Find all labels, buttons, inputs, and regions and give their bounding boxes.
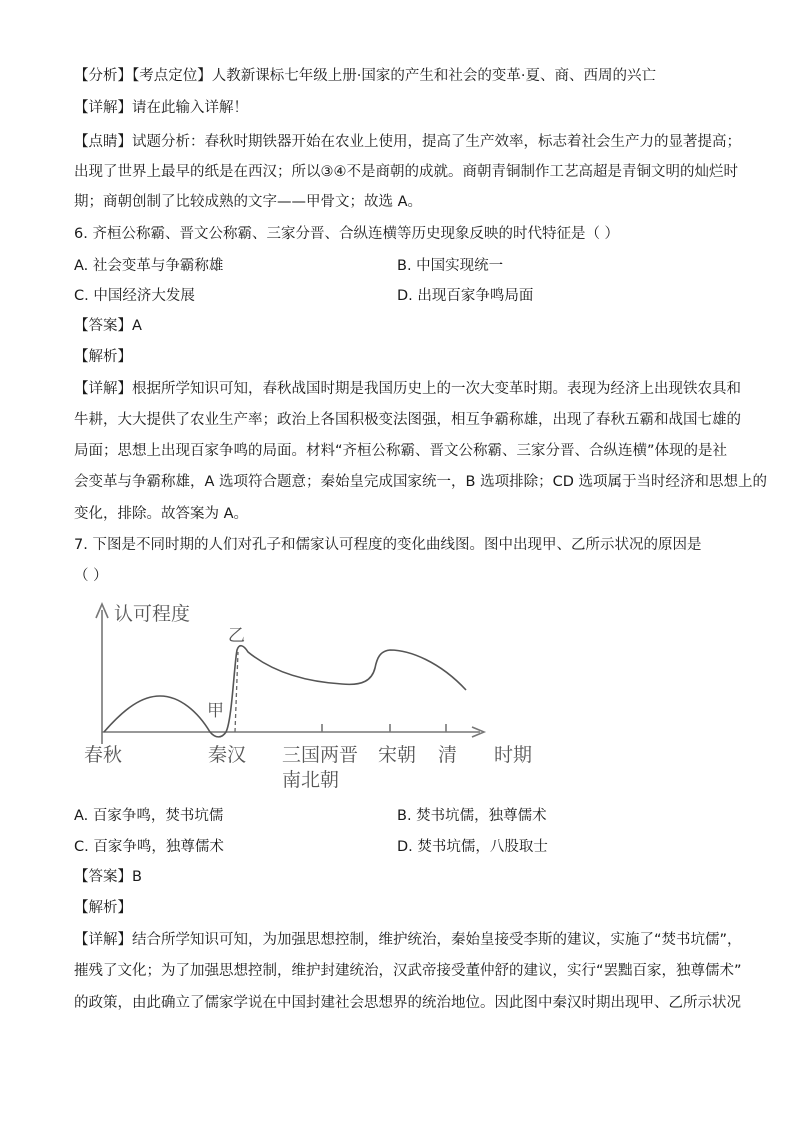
q6-answer: 【答案】A bbox=[74, 318, 142, 334]
x-tick-qinhan: 秦汉 bbox=[208, 744, 247, 766]
q6-option-c: C. 中国经济大发展 bbox=[74, 288, 195, 304]
q6-option-b: B. 中国实现统一 bbox=[397, 258, 504, 274]
q7-detail-line-3: 的政策，由此确立了儒家学说在中国封建社会思想界的统治地位。因此图中秦汉时期出现甲、乙所示状况 bbox=[74, 995, 741, 1011]
q6-stem: 6. 齐桓公称霸、晋文公称霸、三家分晋、合纵连横等历史现象反映的时代特征是（ ） bbox=[74, 226, 620, 242]
x-tick-qing: 清 bbox=[438, 744, 458, 766]
q7-detail-line-1: 【详解】结合所学知识可知，为加强思想控制，维护统治，秦始皇接受李斯的建议，实施了“焚书坑儒”， bbox=[74, 932, 742, 948]
q5-comment-line-2: 出现了世界上最早的纸是在西汉；所以③④不是商朝的成就。商朝青铜制作工艺高超是青铜文明的灿烂时 bbox=[74, 164, 738, 180]
x-tick-southern-northern: 南北朝 bbox=[282, 769, 340, 791]
q7-stem-line-2: （ ） bbox=[74, 568, 108, 584]
q7-stem-line-1: 7. 下图是不同时期的人们对孔子和儒家认可程度的变化曲线图。图中出现甲、乙所示状况的原因是 bbox=[74, 537, 702, 553]
q6-option-a: A. 社会变革与争霸称雄 bbox=[74, 258, 224, 274]
q7-option-d: D. 焚书坑儒，八股取士 bbox=[397, 839, 548, 855]
q5-analysis: 【分析】【考点定位】人教新课标七年级上册·国家的产生和社会的变革·夏、商、西周的兴亡 bbox=[74, 68, 656, 84]
x-tick-song: 宋朝 bbox=[378, 744, 417, 766]
x-axis-label: 时期 bbox=[494, 744, 533, 766]
q5-detail: 【详解】请在此输入详解！ bbox=[74, 100, 248, 116]
q7-option-c: C. 百家争鸣，独尊儒术 bbox=[74, 839, 224, 855]
q6-analysis-label: 【解析】 bbox=[74, 349, 132, 365]
label-jia: 甲 bbox=[207, 701, 224, 721]
label-yi: 乙 bbox=[228, 626, 245, 646]
q5-comment-line-3: 期；商朝创制了比较成熟的文字——甲骨文；故选 A。 bbox=[74, 194, 423, 210]
q6-option-d: D. 出现百家争鸣局面 bbox=[397, 288, 534, 304]
x-tick-chunqiu: 春秋 bbox=[84, 744, 123, 766]
q7-detail-line-2: 摧残了文化；为了加强思想控制，维护封建统治，汉武帝接受董仲舒的建议，实行“罢黜百家，独尊儒术” bbox=[74, 963, 742, 979]
q6-detail-line-2: 牛耕，大大提供了农业生产率；政治上各国积极变法图强，相互争霸称雄，出现了春秋五霸和战国七雄的 bbox=[74, 412, 741, 428]
q7-option-b: B. 焚书坑儒，独尊儒术 bbox=[397, 808, 547, 824]
q5-comment-line-1: 【点睛】试题分析：春秋时期铁器开始在农业上使用，提高了生产效率，标志着社会生产力的显著提高； bbox=[74, 134, 741, 150]
y-axis-label: 认可程度 bbox=[114, 603, 191, 625]
q6-detail-line-1: 【详解】根据所学知识可知，春秋战国时期是我国历史上的一次大变革时期。表现为经济上出现铁农具和 bbox=[74, 381, 741, 397]
approval-curve-diagram bbox=[80, 596, 540, 796]
q6-detail-line-4: 会变革与争霸称雄，A 选项符合题意；秦始皇完成国家统一，B 选项排除；CD 选项属于当时经济和思想上的 bbox=[74, 474, 767, 490]
approval-curve bbox=[104, 646, 466, 737]
x-tick-three-kingdoms: 三国两晋 bbox=[282, 744, 359, 766]
q6-detail-line-5: 变化，排除。故答案为 A。 bbox=[74, 506, 249, 522]
q7-analysis-label: 【解析】 bbox=[74, 900, 132, 916]
q6-detail-line-3: 局面；思想上出现百家争鸣的局面。材料“齐桓公称霸、晋文公称霸、三家分晋、合纵连横”体现的是社 bbox=[74, 443, 728, 459]
q7-answer: 【答案】B bbox=[74, 869, 142, 885]
q7-option-a: A. 百家争鸣，焚书坑儒 bbox=[74, 808, 224, 824]
